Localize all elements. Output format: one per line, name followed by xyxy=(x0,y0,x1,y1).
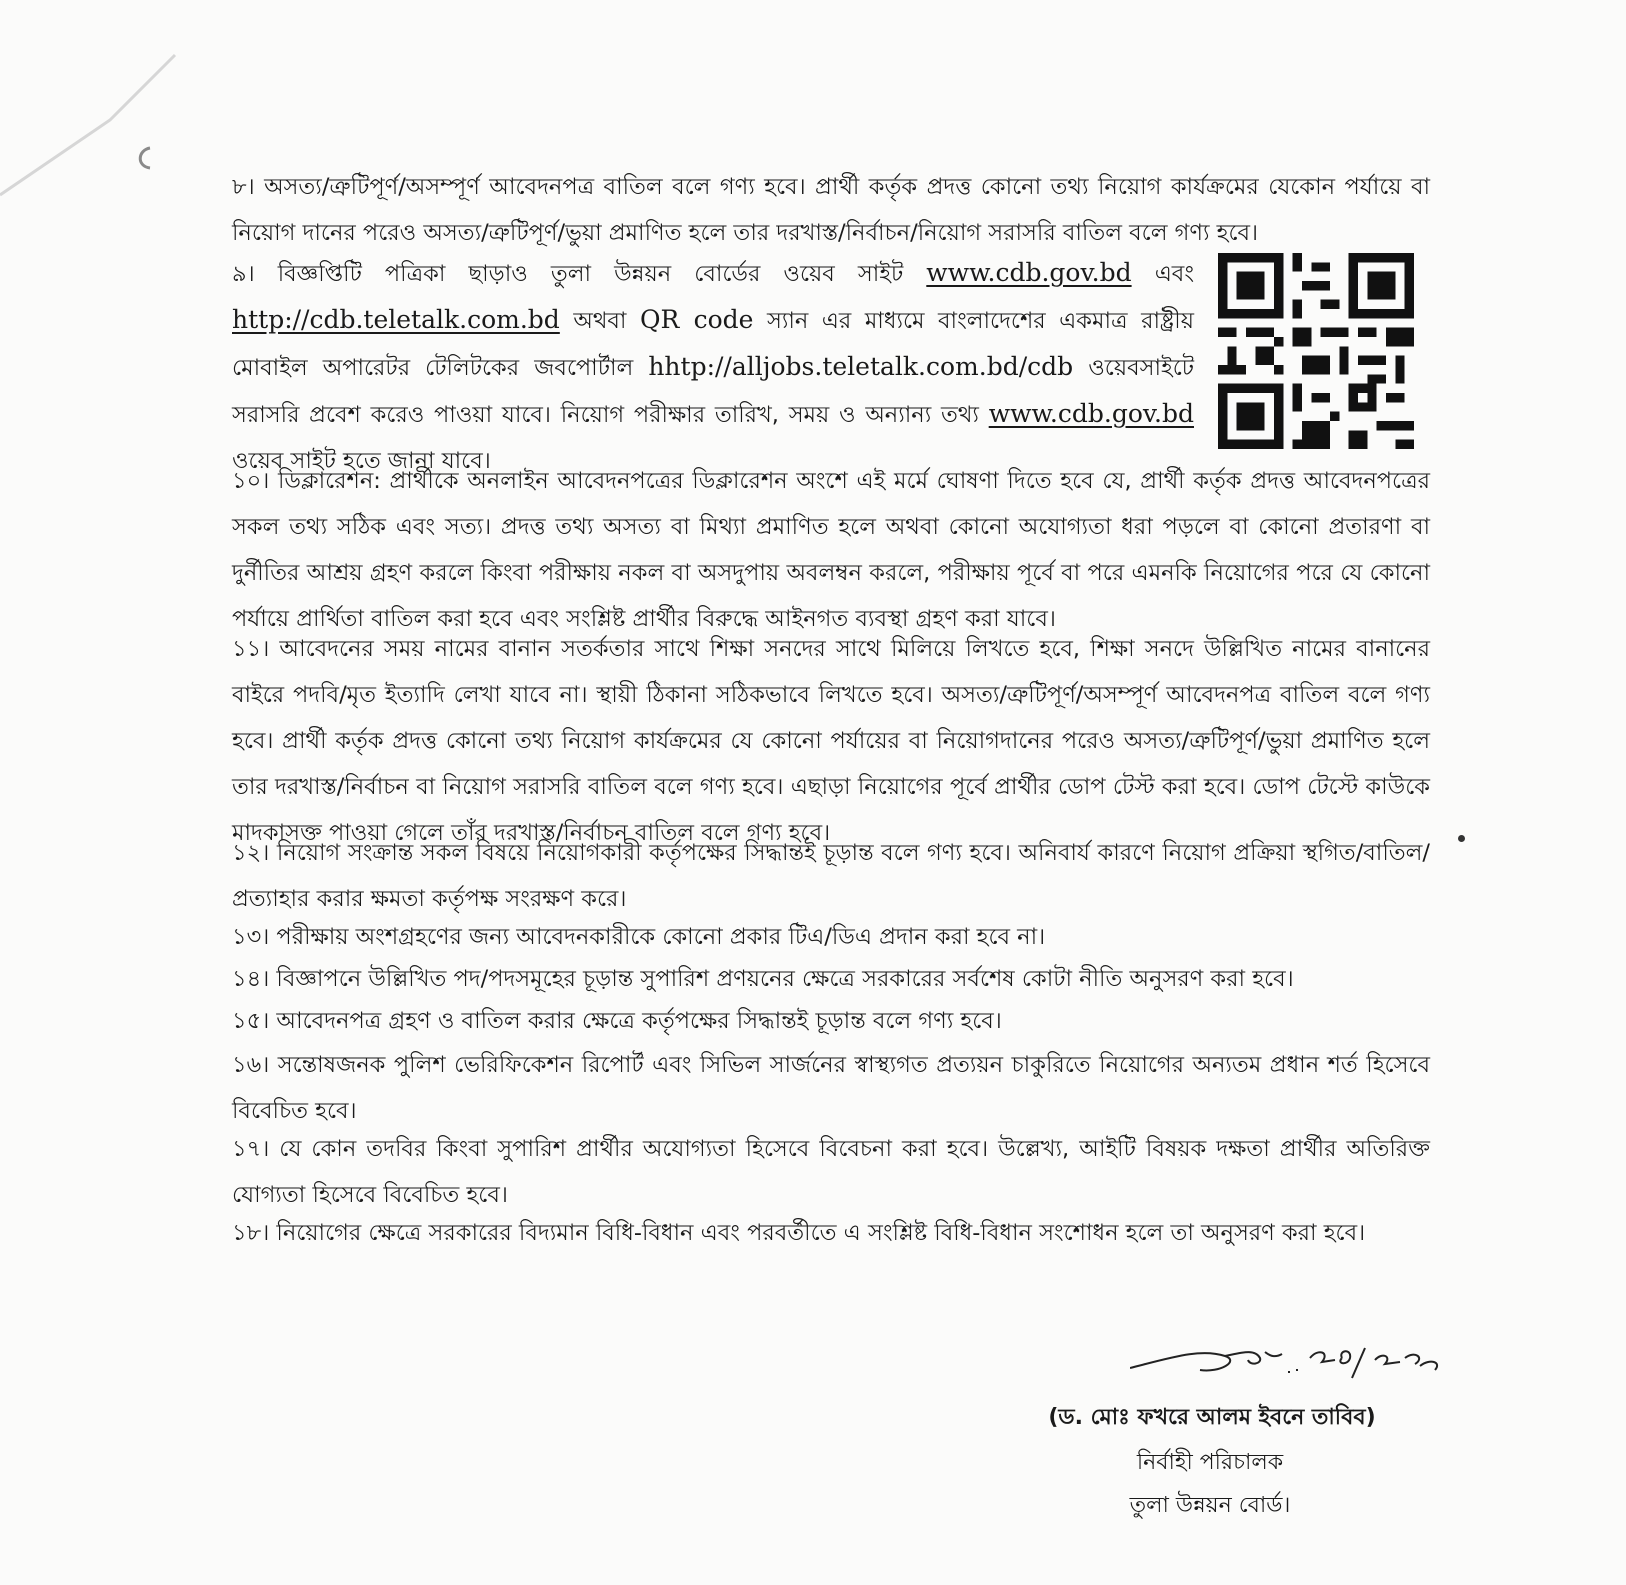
clause-18: ১৮। নিয়োগের ক্ষেত্রে সরকারের বিদ্যমান বিধি-বিধান এবং পরবর্তীতে এ সংশ্লিষ্ট বিধি-বিধান সংশোধন হলে তা অনুসরণ করা হবে। xyxy=(232,1220,1366,1246)
qr-code-image[interactable] xyxy=(1218,253,1414,449)
clause-9-part6: ওয়েব সাইট হতে জানা যাবে। xyxy=(232,448,491,474)
alljobs-link[interactable]: hhtp://alljobs.teletalk.com.bd/cdb xyxy=(648,352,1074,381)
clause-9-part2: এবং xyxy=(1154,261,1195,287)
clause-9-part1: ৯। বিজ্ঞপ্তিটি পত্রিকা ছাড়াও তুলা উন্নয়ন বোর্ডের ওয়েব সাইট xyxy=(232,261,904,287)
ink-speck xyxy=(1458,835,1465,842)
clause-9-part4: স্যান এর মাধ্যমে বাংলাদেশের একমাত্র রাষ্ট্রীয় মোবাইল অপারেটর টেলিটকের জবপোর্টাল xyxy=(232,308,1194,381)
signatory-organization: তুলা উন্নয়ন বোর্ড। xyxy=(1129,1493,1291,1518)
clause-10: ১০। ডিক্লারেশন: প্রার্থীকে অনলাইন আবেদনপত্রের ডিক্লারেশন অংশে এই মর্মে ঘোষণা দিতে হবে যে, প্রার্থী কর্তৃক প্রদত্ত আবেদনপত্রের সকল তথ্য সঠিক এবং সত্য। প্রদত্ত তথ্য অসত্য বা মিথ্যা প্রমাণিত হলে অথবা কোনো অযোগ্যতা ধরা পড়লে বা কোনো প্রতারণা বা দুর্নীতির আশ্রয় গ্রহণ করলে কিংবা পরীক্ষায় নকল বা অসদুপায় অবলম্বন করলে, পরীক্ষায় পূর্বে বা পরে এমনকি নিয়োগের পরে যে কোনো পর্যায়ে প্রার্থিতা বাতিল করা হবে এবং সংশ্লিষ্ট প্রার্থীর বিরুদ্ধে আইনগত ব্যবস্থা গ্রহণ করা যাবে। xyxy=(232,468,1430,632)
cdb-website-link-2[interactable]: www.cdb.gov.bd xyxy=(988,399,1194,428)
qr-code-text: QR code xyxy=(639,305,754,334)
clause-17: ১৭। যে কোন তদবির কিংবা সুপারিশ প্রার্থীর অযোগ্যতা হিসেবে বিবেচনা করা হবে। উল্লেখ্য, আইটি বিষয়ক দক্ষতা প্রার্থীর অতিরিক্ত যোগ্যতা হিসেবে বিবেচিত হবে। xyxy=(232,1136,1430,1208)
clause-8: ৮। অসত্য/ত্রুটিপূর্ণ/অসম্পূর্ণ আবেদনপত্র বাতিল বলে গণ্য হবে। প্রার্থী কর্তৃক প্রদত্ত কোনো তথ্য নিয়োগ কার্যক্রমের যেকোন পর্যায়ে বা নিয়োগ দানের পরেও অসত্য/ত্রুটিপূর্ণ/ভুয়া প্রমাণিত হলে তার দরখাস্ত/নির্বাচন/নিয়োগ সরাসরি বাতিল বলে গণ্য হবে। xyxy=(232,174,1430,246)
cdb-website-link[interactable]: www.cdb.gov.bd xyxy=(926,258,1132,287)
teletalk-cdb-link[interactable]: http://cdb.teletalk.com.bd xyxy=(232,305,560,334)
clause-15: ১৫। আবেদনপত্র গ্রহণ ও বাতিল করার ক্ষেত্রে কর্তৃপক্ষের সিদ্ধান্তই চূড়ান্ত বলে গণ্য হবে। xyxy=(232,1008,1002,1034)
handwritten-signature xyxy=(1130,1328,1450,1408)
clause-11: ১১। আবেদনের সময় নামের বানান সতর্কতার সাথে শিক্ষা সনদের সাথে মিলিয়ে লিখতে হবে, শিক্ষা সনদে উল্লিখিত নামের বানানের বাইরে পদবি/মৃত ইত্যাদি লেখা যাবে না। স্থায়ী ঠিকানা সঠিকভাবে লিখতে হবে। অসত্য/ত্রুটিপূর্ণ/অসম্পূর্ণ আবেদনপত্র বাতিল বলে গণ্য হবে। প্রার্থী কর্তৃক প্রদত্ত কোনো তথ্য নিয়োগ কার্যক্রমের যে কোনো পর্যায়ের বা নিয়োগদানের পরেও অসত্য/ত্রুটিপূর্ণ/ভুয়া প্রমাণিত হলে তার দরখাস্ত/নির্বাচন বা নিয়োগ সরাসরি বাতিল বলে গণ্য হবে। এছাড়া নিয়োগের পূর্বে প্রার্থীর ডোপ টেস্ট করা হবে। ডোপ টেস্টে কাউকে মাদকাসক্ত পাওয়া গেলে তাঁর দরখাস্ত/নির্বাচন বাতিল বলে গণ্য হবে। xyxy=(232,636,1430,846)
signatory-name: (ড. মোঃ ফখরে আলম ইবনে তাবিব) xyxy=(1048,1405,1376,1430)
clause-9 xyxy=(232,250,1194,484)
signatory-title: নির্বাহী পরিচালক xyxy=(1136,1450,1284,1475)
clause-12: ১২। নিয়োগ সংক্রান্ত সকল বিষয়ে নিয়োগকারী কর্তৃপক্ষের সিদ্ধান্তই চূড়ান্ত বলে গণ্য হবে। অনিবার্য কারণে নিয়োগ প্রক্রিয়া স্থগিত/বাতিল/প্রত্যাহার করার ক্ষমতা কর্তৃপক্ষ সংরক্ষণ করে। xyxy=(232,840,1430,912)
clause-9-part3: অথবা xyxy=(573,308,627,334)
clause-14: ১৪। বিজ্ঞাপনে উল্লিখিত পদ/পদসমূহের চূড়ান্ত সুপারিশ প্রণয়নের ক্ষেত্রে সরকারের সর্বশেষ কোটা নীতি অনুসরণ করা হবে। xyxy=(232,966,1294,992)
clause-13: ১৩। পরীক্ষায় অংশগ্রহণের জন্য আবেদনকারীকে কোনো প্রকার টিএ/ডিএ প্রদান করা হবে না। xyxy=(232,924,1046,950)
clause-16: ১৬। সন্তোষজনক পুলিশ ভেরিফিকেশন রিপোর্ট এবং সিভিল সার্জনের স্বাস্থ্যগত প্রত্যয়ন চাকুরিতে নিয়োগের অন্যতম প্রধান শর্ত হিসেবে বিবেচিত হবে। xyxy=(232,1052,1430,1124)
clause-9-part5: ওয়েবসাইটে সরাসরি প্রবেশ করেও পাওয়া যাবে। নিয়োগ পরীক্ষার তারিখ, সময় ও অন্যান্য তথ্য xyxy=(232,355,1195,428)
scan-scratch-mark xyxy=(0,0,260,220)
